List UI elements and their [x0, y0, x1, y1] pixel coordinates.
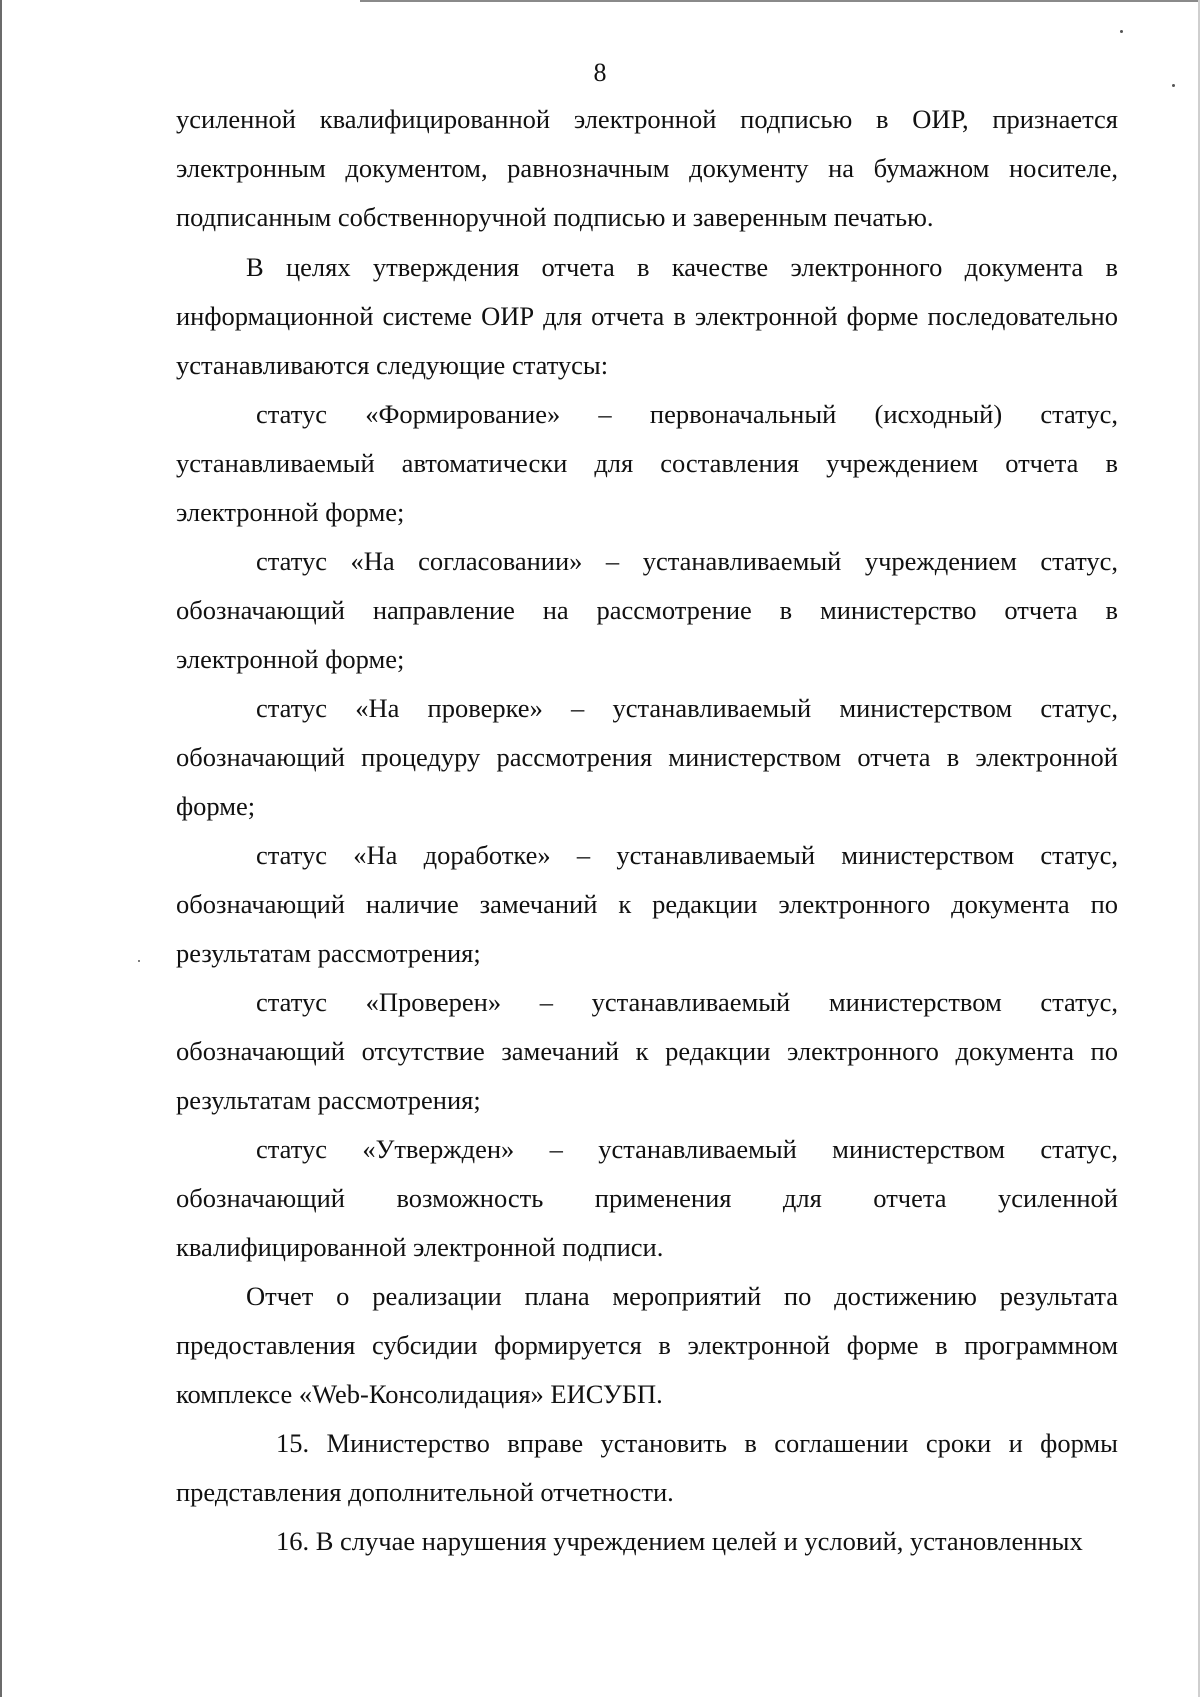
status-paragraph: статус «На согласовании» – устанавливаемый учреждением статус, обозначающий направление на рассмотрение в министерство отчета в электронной форме; [176, 545, 1118, 674]
numbered-paragraph: 15. Министерство вправе установить в соглашении сроки и формы представления дополнительной отчетности. [176, 1427, 1118, 1507]
numbered-paragraph: 16. В случае нарушения учреждением целей и условий, установленных [276, 1525, 1083, 1556]
paragraph: В целях утверждения отчета в качестве электронного документа в информационной системе ОИР для отчета в электронной форме последовательно устанавливаются следующие статусы: [176, 251, 1118, 380]
scan-edge-top [360, 0, 1200, 2]
scan-edge-left [0, 0, 2, 1697]
page-number: 8 [593, 58, 607, 87]
scan-speck [138, 960, 140, 962]
scan-speck [1120, 30, 1123, 33]
status-paragraph: статус «На доработке» – устанавливаемый министерством статус, обозначающий наличие замечаний к редакции электронного документа по результатам рассмотрения; [176, 839, 1118, 968]
paragraph: Отчет о реализации плана мероприятий по достижению результата предоставления субсидии формируется в электронной форме в программном комплексе «Web-Консолидация» ЕИСУБП. [176, 1280, 1118, 1409]
document-body [176, 95, 1118, 1566]
paragraph: усиленной квалифицированной электронной подписью в ОИР, признается электронным документом, равнозначным документу на бумажном носителе, подписанным собственноручной подписью и заверенным печатью. [176, 104, 1118, 232]
status-paragraph: статус «Формирование» – первоначальный (исходный) статус, устанавливаемый автоматически для составления учреждением отчета в электронной форме; [176, 398, 1118, 527]
status-paragraph: статус «Утвержден» – устанавливаемый министерством статус, обозначающий возможность применения для отчета усиленной квалифицированной электронной подписи. [176, 1133, 1118, 1262]
status-paragraph: статус «Проверен» – устанавливаемый министерством статус, обозначающий отсутствие замечаний к редакции электронного документа по результатам рассмотрения; [176, 986, 1118, 1115]
status-paragraph: статус «На проверке» – устанавливаемый министерством статус, обозначающий процедуру рассмотрения министерством отчета в электронной форме; [176, 692, 1118, 821]
